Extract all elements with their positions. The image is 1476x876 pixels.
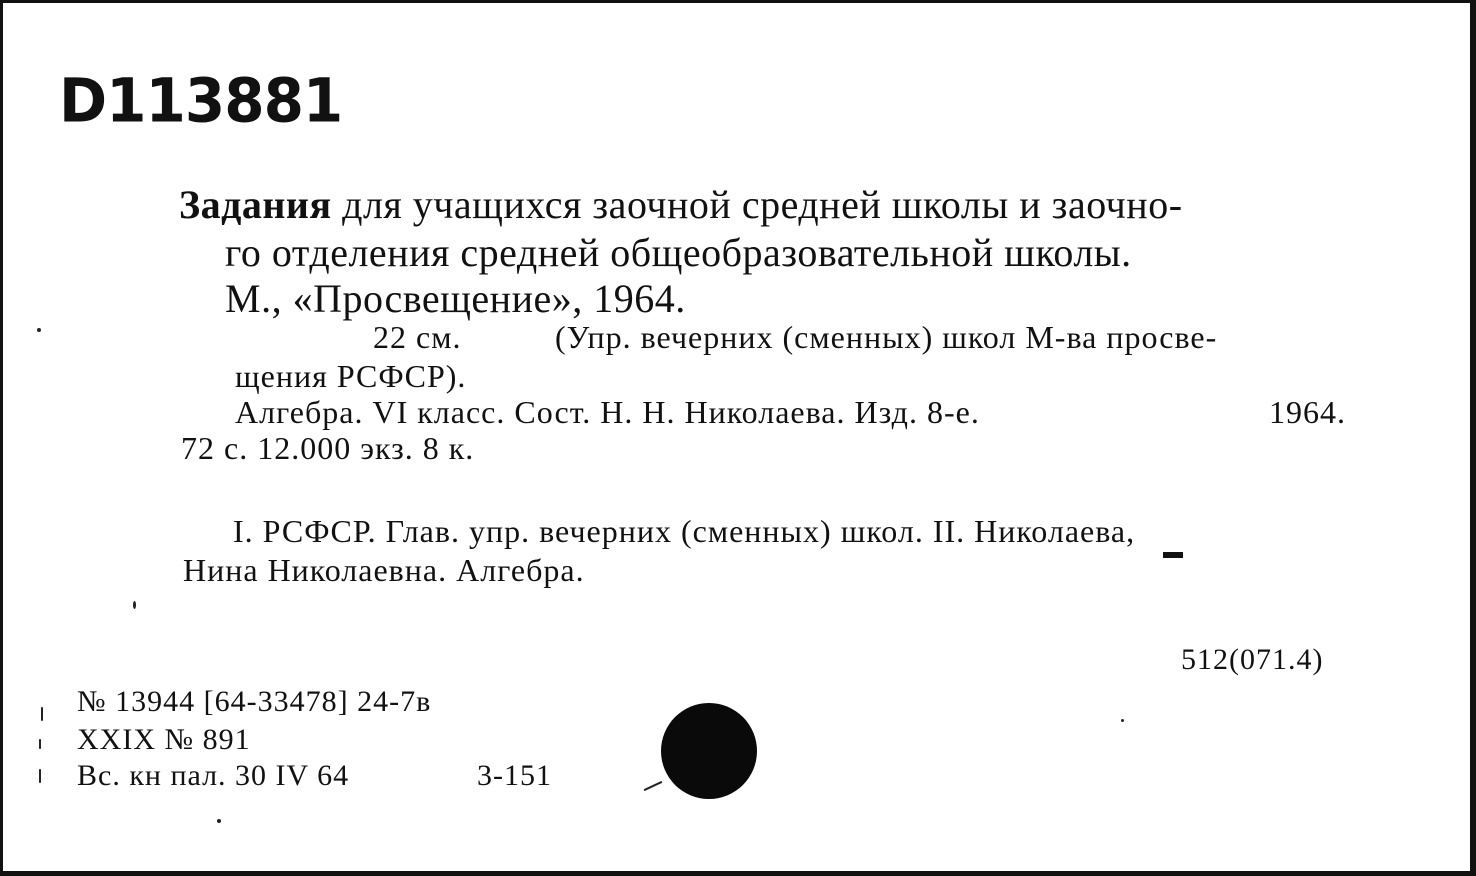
card-punch-hole bbox=[661, 703, 757, 799]
series-line-1: (Упр. вечерних (сменных) школ М-ва просве- bbox=[555, 319, 1218, 355]
classification-code: 512(071.4) bbox=[1181, 643, 1324, 676]
speck-mark bbox=[133, 601, 136, 609]
speck-mark bbox=[39, 769, 41, 783]
title-line-1-rest: для учащихся заочной средней школы и заочно- bbox=[331, 182, 1183, 227]
tracings-line-2: Нина Николаевна. Алгебра. bbox=[183, 552, 585, 588]
ink-mark bbox=[1163, 552, 1183, 558]
title-bold-word: Задания bbox=[179, 182, 332, 227]
series-line-2: щения РСФСР). bbox=[235, 358, 467, 394]
accession-stamp: D113881 bbox=[59, 65, 343, 137]
speck-mark bbox=[644, 781, 663, 791]
volume-line: Алгебра. VI класс. Сост. Н. Н. Николаева. Изд. 8-е. bbox=[235, 394, 980, 430]
title-line-2: го отделения средней общеобразовательной школы. bbox=[225, 230, 1132, 275]
speck-mark bbox=[1121, 719, 1124, 722]
size-note: 22 см. bbox=[373, 319, 462, 355]
registration-line-2: XXIX № 891 bbox=[77, 723, 251, 756]
registration-line-1: № 13944 [64-33478] 24-7в bbox=[77, 685, 432, 718]
speck-mark bbox=[217, 819, 221, 823]
speck-mark bbox=[37, 328, 41, 332]
imprint-line: М., «Просвещение», 1964. bbox=[225, 276, 686, 321]
title-line-1 bbox=[179, 181, 1341, 228]
speck-mark bbox=[41, 707, 43, 721]
registration-line-3: Вс. кн пал. 30 IV 64 bbox=[77, 759, 350, 792]
tracings-line-1: I. РСФСР. Глав. упр. вечерних (сменных) школ. II. Николаева, bbox=[233, 513, 1136, 549]
volume-year: 1964. bbox=[1269, 394, 1346, 430]
speck-mark bbox=[39, 739, 41, 749]
pages-line: 72 с. 12.000 экз. 8 к. bbox=[181, 430, 475, 466]
registration-code: 3-151 bbox=[477, 759, 552, 792]
